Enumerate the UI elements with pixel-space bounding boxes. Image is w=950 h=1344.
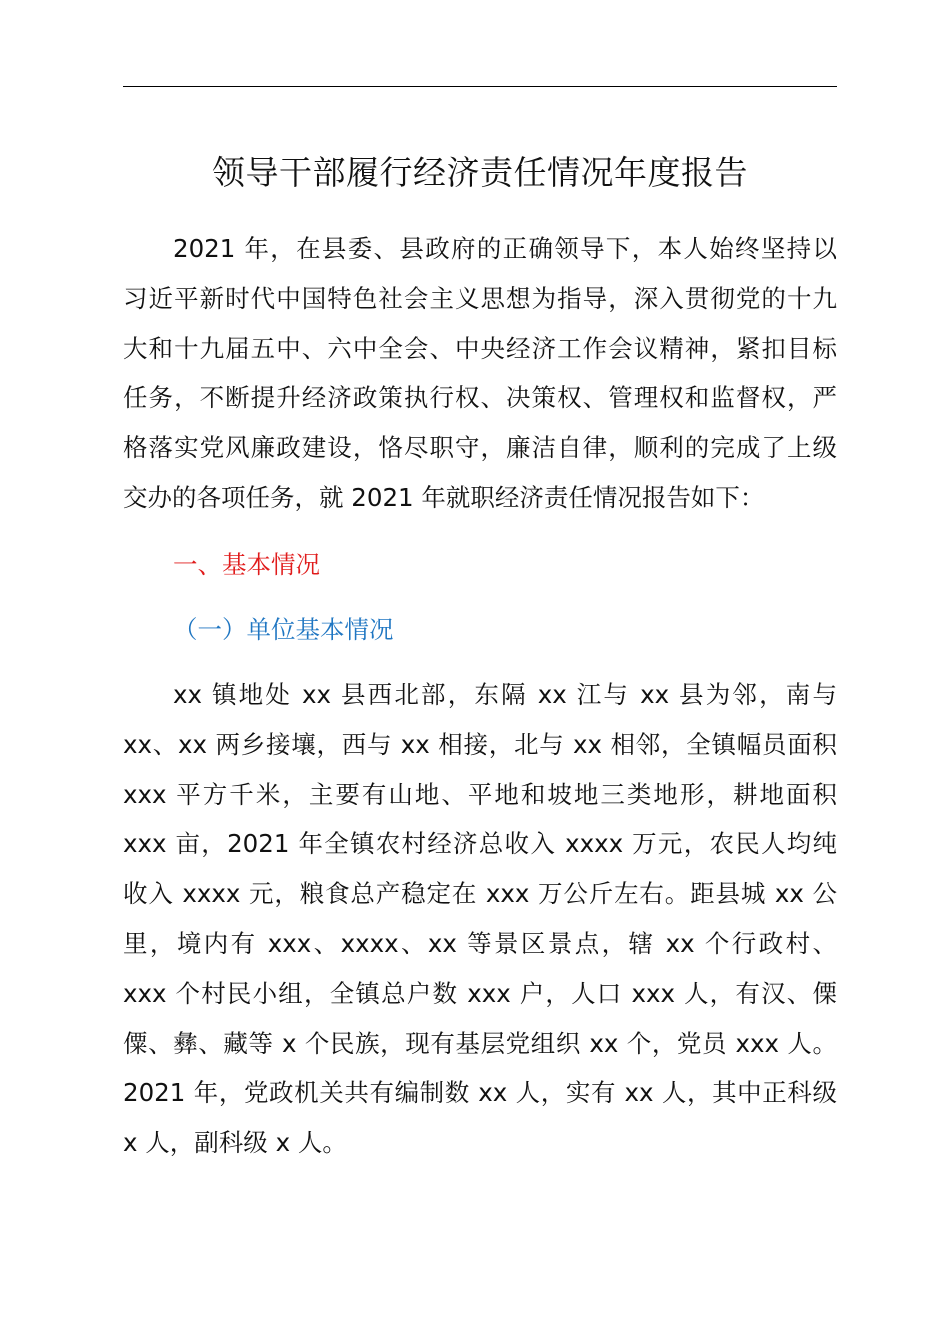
- paragraph-line: 习近平新时代中国特色社会主义思想为指导，深入贯彻党的十九: [123, 283, 837, 313]
- paragraph-line: 2021 年，党政机关共有编制数 xx 人，实有 xx 人，其中正科级: [123, 1078, 837, 1108]
- paragraph-line: xxx 平方千米，主要有山地、平地和坡地三类地形，耕地面积: [123, 779, 837, 809]
- paragraph-line: 交办的各项任务，就 2021 年就职经济责任情况报告如下：: [123, 482, 765, 512]
- paragraph-line: 里，境内有 xxx、xxxx、xx 等景区景点，辖 xx 个行政村、: [123, 928, 837, 958]
- paragraph-line: 僳、彝、藏等 x 个民族，现有基层党组织 xx 个，党员 xxx 人。: [123, 1028, 837, 1058]
- paragraph-line: 2021 年，在县委、县政府的正确领导下，本人始终坚持以: [173, 234, 837, 263]
- paragraph-line: xx、xx 两乡接壤，西与 xx 相接，北与 xx 相邻，全镇幅员面积: [123, 729, 837, 759]
- intro-paragraph: [123, 224, 837, 523]
- body-paragraph: [123, 670, 837, 1168]
- paragraph-line: xxx 亩，2021 年全镇农村经济总收入 xxxx 万元，农民人均纯: [123, 829, 837, 859]
- paragraph-line: 大和十九届五中、六中全会、中央经济工作会议精神，紧扣目标: [123, 333, 837, 363]
- document-title: 领导干部履行经济责任情况年度报告: [212, 153, 748, 192]
- subsection-heading: （一）单位基本情况: [173, 615, 394, 644]
- section-heading: 一、基本情况: [173, 550, 320, 579]
- paragraph-line: xxx 个村民小组，全镇总户数 xxx 户，人口 xxx 人，有汉、傈: [123, 978, 837, 1008]
- paragraph-line: 收入 xxxx 元，粮食总产稳定在 xxx 万公斤左右。距县城 xx 公: [123, 879, 837, 909]
- header-rule: [123, 86, 837, 87]
- paragraph-line: 任务，不断提升经济政策执行权、决策权、管理权和监督权，严: [123, 383, 837, 413]
- paragraph-line: 格落实党风廉政建设，恪尽职守，廉洁自律，顺利的完成了上级: [123, 433, 837, 463]
- paragraph-line: x 人，副科级 x 人。: [123, 1128, 347, 1158]
- paragraph-line: xx 镇地处 xx 县西北部，东隔 xx 江与 xx 县为邻，南与: [173, 680, 837, 709]
